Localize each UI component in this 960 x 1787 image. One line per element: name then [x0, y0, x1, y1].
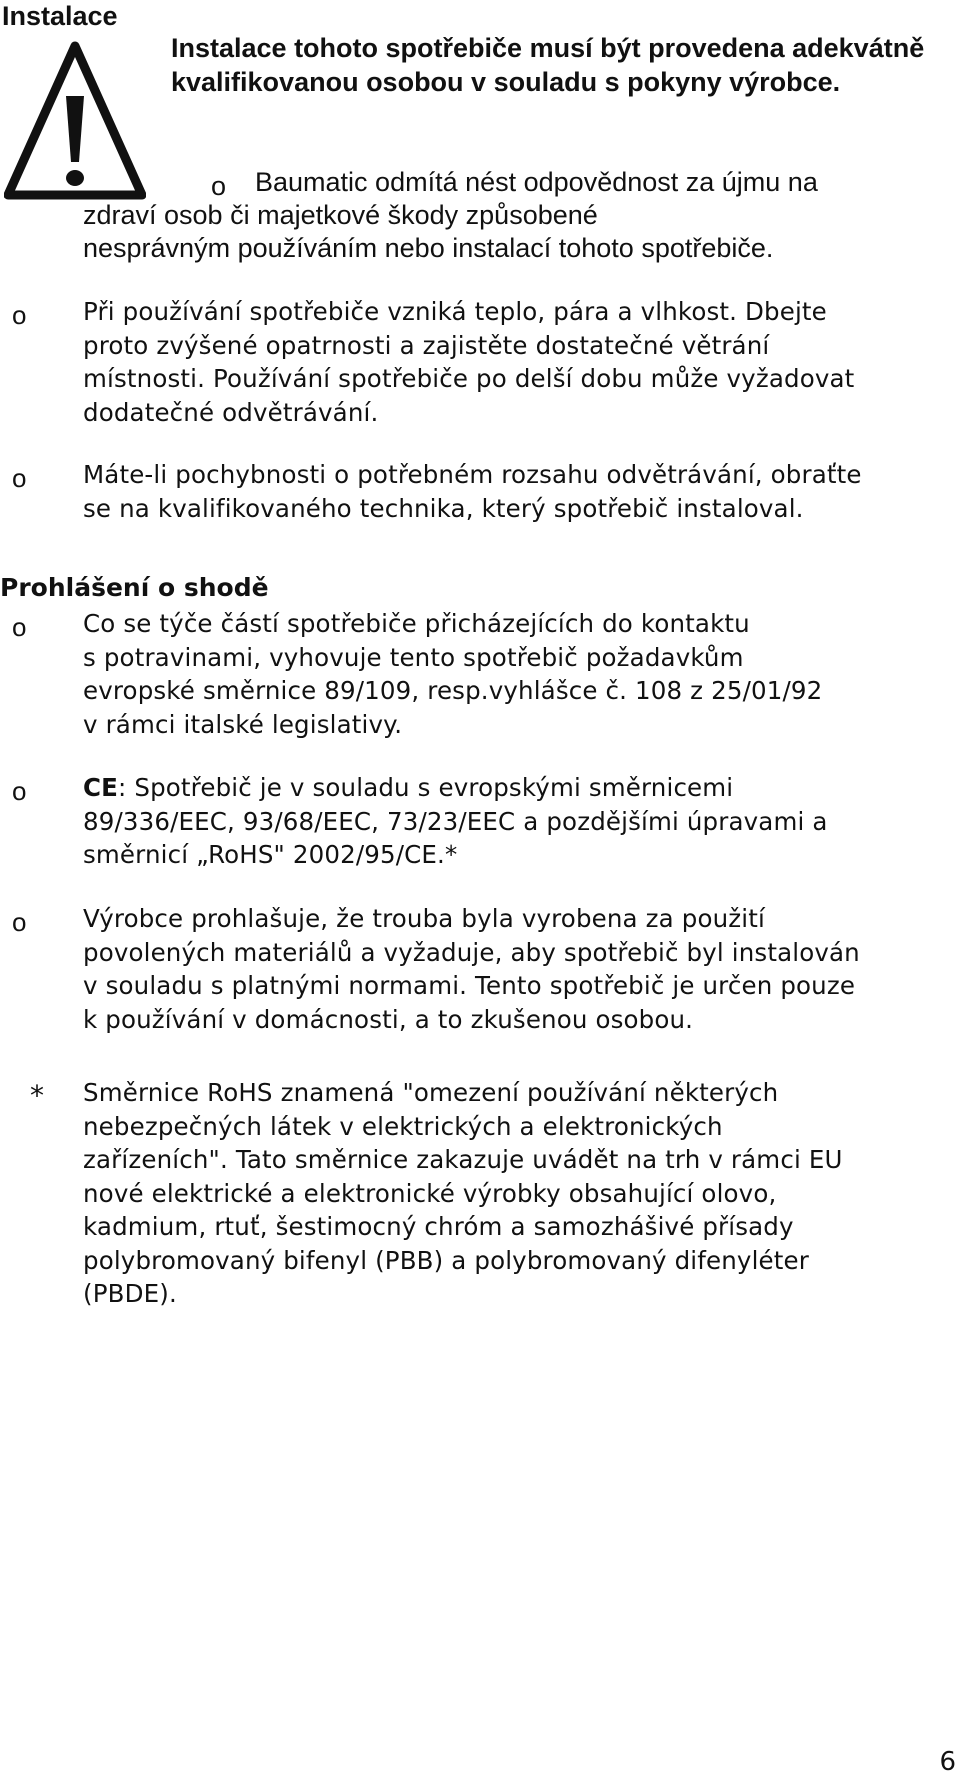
- conformity-item-ce: [83, 771, 960, 872]
- conformity-item-manufacturer: Výrobce prohlašuje, že trouba byla vyrobena za použití povolených materiálů a vyžaduje, aby spotřebič byl instalován v souladu s platnými normami. Tento spotřebič je určen pouze k používání v domácnosti, a to zkušenou osobou.: [83, 904, 860, 1034]
- install-item-technician: Máte-li pochybnosti o potřebném rozsahu odvětrávání, obraťte se na kvalifikovaného technika, který spotřebič instaloval.: [83, 460, 862, 523]
- bullet-marker: o: [12, 463, 27, 493]
- ce-text: : Spotřebič je v souladu s evropskými směrnicemi 89/336/EEC, 93/68/EEC, 73/23/EEC a pozdějšími úpravami a směrnicí „RoHS" 2002/95/CE.*: [83, 773, 828, 869]
- liability-disclaimer: Baumatic odmítá nést odpovědnost za újmu na zdraví osob či majetkové škody způsobené nesprávným používáním nebo instalací tohoto spotřebiče.: [83, 167, 818, 263]
- bullet-marker: o: [12, 907, 27, 937]
- install-item-ventilation: Při používání spotřebiče vzniká teplo, pára a vlhkost. Dbejte proto zvýšené opatrnosti a zajistěte dostatečné větrání místnosti. Používání spotřebiče po delší dobu může vyžadovat dodatečné odvětrávání.: [83, 297, 855, 427]
- section-heading-installation: Instalace: [2, 1, 118, 31]
- installation-warning: Instalace tohoto spotřebiče musí být provedena adekvátně kvalifikovanou osobou v souladu s pokyny výrobce.: [171, 33, 925, 97]
- footnote-rohs: Směrnice RoHS znamená "omezení používání některých nebezpečných látek v elektrických a elektronických zařízeních". Tato směrnice zakazuje uvádět na trh v rámci EU nové elektrické a elektronické výrobky obsahující olovo, kadmium, rtuť, šestimocný chróm a samozhášivé přísady polybromovaný bifenyl (PBB) a polybromovaný difenyléter (PBDE).: [83, 1078, 843, 1308]
- conformity-item-food-contact: Co se týče částí spotřebiče přicházejících do kontaktu s potravinami, vyhovuje tento spotřebič požadavkům evropské směrnice 89/109, resp.vyhlášce č. 108 z 25/01/92 v rámci italské legislativy.: [83, 609, 823, 739]
- page-number: 6: [939, 1747, 956, 1777]
- ce-label: CE: [83, 773, 119, 802]
- bullet-marker: o: [12, 300, 27, 330]
- bullet-marker: o: [12, 612, 27, 642]
- bullet-marker: o: [211, 171, 227, 201]
- bullet-marker: o: [12, 776, 27, 806]
- section-heading-conformity: Prohlášení o shodě: [0, 573, 269, 602]
- footnote-marker: *: [30, 1079, 44, 1112]
